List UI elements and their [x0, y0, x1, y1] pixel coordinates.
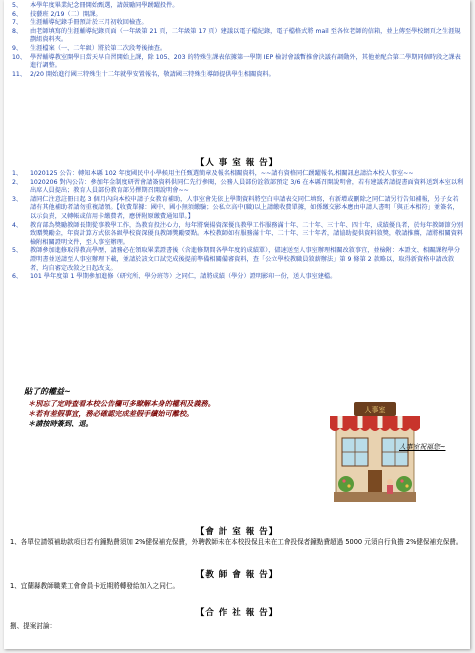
- document-page: [4, 0, 470, 649]
- personnel-item: [10, 247, 464, 273]
- personnel-item: [10, 170, 464, 179]
- counseling-item: [10, 19, 464, 28]
- personnel-items-list: [10, 170, 464, 282]
- accounting-text: 1、各單位請領補助款項目若有鐘點費須加 2%健保補充保費，外聘教師未在本校投保且未在工會投保者鐘點費超過 5000 元須自行負擔 2%健保補充保費。: [10, 538, 463, 546]
- coop-header: 【合 作 社 報 告】: [195, 608, 279, 618]
- notice-title: 貼了的權益~: [24, 387, 71, 396]
- personnel-item-number: 2、: [12, 178, 23, 186]
- notice-row-2: ＊若有差假事宜，務必確認完成差假手續始可離校。: [28, 409, 194, 418]
- counseling-item-text: 生涯檔案（一、二年級）將於第二次段考後抽查。: [30, 44, 167, 52]
- shop-sign-text: 人事室: [364, 406, 386, 414]
- counseling-items-list: [10, 2, 464, 79]
- counseling-item-number: 5、: [12, 2, 23, 9]
- shop-illustration-icon: [330, 396, 420, 506]
- counseling-item-number: 11、: [12, 70, 27, 78]
- coop-text: 捌、提案討論：: [10, 622, 57, 630]
- counseling-item-text: 2/20 開始進行國三特殊生十二年就學安置報名，敬請國三特殊生導師提供學生相關資料。: [30, 70, 275, 78]
- personnel-item-number: 5、: [12, 247, 23, 255]
- personnel-item-text: 1020206 對內公告：參加年金制度研習會請簽資料供同仁先行參閱，公務人員部份詮敘部預定 3/6 在本縣召開說明會，若有建議者請提書面資料送到本室以利出席人員提出；教育人員部份教育部另擇期召開說明會~~: [30, 178, 464, 195]
- counseling-item-text: 技藝班 2/19（二）開課。: [30, 10, 102, 18]
- notice-row-3: ＊請按時簽到、退。: [28, 419, 93, 428]
- union-text: 1、宜蘭縣教師職業工會會員卡近期將轉發給加入之同仁。: [10, 582, 180, 590]
- counseling-item: [10, 71, 464, 80]
- personnel-item-number: 4、: [12, 221, 23, 229]
- counseling-item-number: 7、: [12, 19, 23, 27]
- counseling-item-text: 學習輔導教室開學日當天早自習開始上課，除 105、203 的特殊生課表依據第一學期 IEP 檢討會議暫推會決議有調動外，其他並配合第二學期同個時段之課表進行調整。: [30, 53, 461, 70]
- counseling-item: [10, 11, 464, 20]
- personnel-item-text: 請同仁注意註冊日起 3 個月內向本校申請子女教育補助，人事室會先依上學期資料將空白申請表交同仁填寫，有新增或刪除之同仁請另行告知補報，另子女若請有其他補助者請勿重複請領。【收費單據：國中、國小無須繳驗；公私立高中(職)以上請繳收費單據，如係繳交影本應由申請人書明「與正本相符」並簽名，以示負責，又轉帳或信用卡繳費者，應併附原繳費通知單。】: [30, 195, 459, 220]
- counseling-item: [10, 54, 464, 71]
- counseling-item: [10, 45, 464, 54]
- counseling-item-number: 8、: [12, 27, 23, 35]
- counseling-item-text: 本學年度畢業紀念冊開始甄選，請鼓勵同學踴躍投件。: [30, 2, 179, 9]
- personnel-item-number: 1、: [12, 170, 23, 177]
- counseling-item: [10, 2, 464, 11]
- counseling-item-text: 由老師填寫的生涯輔導紀錄頁面（一年級第 21 頁，二年級第 17 頁）建議以電子檔紀錄，電子檔格式將 mail 至各位老師的信箱，並上傳至學校網頁之生涯規劃組資料夾。: [30, 27, 461, 44]
- awning-icon: [330, 416, 420, 431]
- personnel-header: 【人 事 室 報 告】: [195, 158, 279, 168]
- personnel-item-text: 101 學年度第 1 學期參加進修（研究所、學分班等）之同仁，請將成績（學分）證明影印一份，送人事室建檔。: [30, 273, 337, 281]
- personnel-item: [10, 222, 464, 248]
- notice-row-1: ＊別忘了定時查看本校公告欄可多瞭解本身的權利及義務。: [28, 399, 215, 408]
- counseling-item: [10, 28, 464, 45]
- personnel-item-text: 教育部為獎勵教師長期從事教學工作，為教育投注心力，每年將褒揚資深優良教學工作服務滿十年、二十年、三十年、四十年，成績優良者，於每年教師節分別致贈獎勵金，年資計算方式依各級學校資深優良教師獎勵要點。本校教師如有服務滿十年、二十年、三十年者，請協助提供資料敘獎，敬請推薦，請將相關資料檢附相關證明文件，至人事室辦理。: [30, 221, 464, 246]
- counseling-item-text: 生涯輔導紀錄手冊預計於三月初收回檢查。: [30, 19, 148, 27]
- personnel-item-number: 3、: [12, 195, 23, 203]
- accounting-header: 【會 計 室 報 告】: [195, 527, 279, 537]
- personnel-item-text: 1020125 公告：轉知本縣 102 年度國民中小學候用主任甄選簡章及報名相關資料，~~請有資格同仁踴躍報名,相關訊息請洽本校人事室~~: [30, 170, 414, 177]
- personnel-item-text: 教師參加進修取得教高學歷，請務必在領取畢業證書後（含進修期間各學年度的成績單），儘速送至人事室辦理相關改敘事宜，並檢附：本證文、相關課程學分證明書並送請至人事室辦理下載，並請於該文口試完成後提前準備相關備審資料，查「公立學校教職員敘薪辦法」第 9 條第 2 款略以，取得新資格申請改敘者，均自審定改敘之日起改支。: [30, 247, 461, 272]
- personnel-item: [10, 179, 464, 196]
- union-header: 【教 師 會 報 告】: [195, 570, 279, 580]
- personnel-item-number: 6、: [12, 273, 23, 281]
- personnel-item: [10, 196, 464, 222]
- counseling-item-number: 6、: [12, 10, 23, 18]
- counseling-item-number: 9、: [12, 44, 23, 52]
- counseling-item-number: 10、: [12, 53, 27, 61]
- personnel-item: [10, 273, 464, 282]
- greeting-text: 人事室祝福您~: [399, 443, 446, 451]
- rights-notice: [24, 386, 324, 429]
